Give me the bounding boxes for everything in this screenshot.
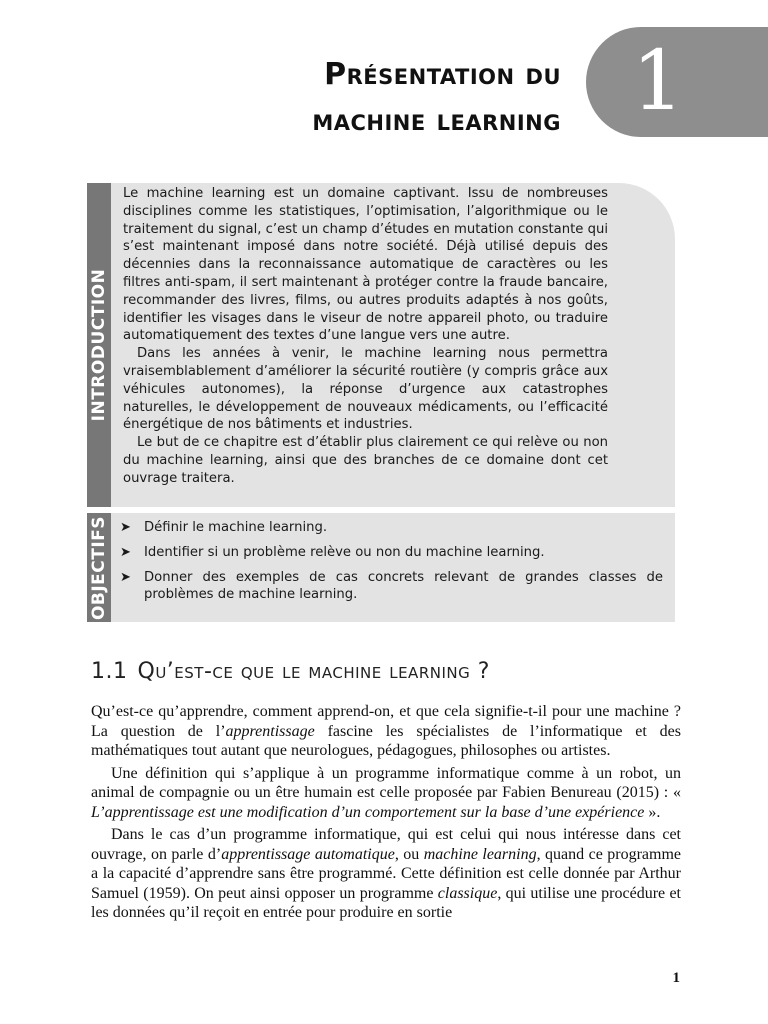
- intro-label: INTRODUCTION: [89, 268, 109, 422]
- text-run: Une définition qui s’applique à un programme informatique comme à un robot, un animal de compagnie ou un être humain est celle proposée par Fabien Benureau (2015) : «: [91, 764, 681, 801]
- text-run: Dans le cas d’un programme informatique, qui est celui qui nous intéresse dans cet ouvrage, on parle d’: [91, 826, 681, 863]
- emphasis: classique: [437, 884, 498, 902]
- emphasis: machine learning: [423, 845, 537, 863]
- objectives-label: OBJECTIFS: [89, 515, 109, 620]
- text-run: ».: [644, 803, 661, 821]
- chapter-title: [312, 52, 561, 144]
- objectives-list: [120, 519, 663, 611]
- arrow-bullet-icon: ➤: [120, 569, 131, 585]
- objective-item: [120, 519, 663, 537]
- section-number: 1.1: [91, 659, 128, 684]
- arrow-bullet-icon: ➤: [120, 544, 131, 560]
- objective-text: Identifier si un problème relève ou non du machine learning.: [144, 544, 545, 560]
- emphasis: apprentissage automatique: [221, 845, 395, 863]
- page-number: 1: [672, 970, 680, 986]
- objective-item: [120, 544, 663, 562]
- body-paragraph: [91, 702, 681, 761]
- chapter-number: 1: [631, 34, 685, 129]
- text-run: , quand ce programme a la capacité d’apprendre sans être programmé. Cette définition est celle donnée par Arthur Samuel (1959). On peut ainsi opposer un programme: [91, 845, 681, 902]
- text-run: , ou: [394, 845, 424, 863]
- body-paragraph: [91, 825, 681, 923]
- intro-paragraph: Le machine learning est un domaine captivant. Issu de nombreuses disciplines comme les statistiques, l’optimisation, l’algorithmique ou le traitement du signal, c’est un champ d’études en mutation constante qui s’est maintenant imposé dans notre société. Déjà utilisé depuis des décennies dans la reconnaissance automatique de caractères ou les filtres anti-spam, il sert maintenant à protéger contre la fraude bancaire, recommander des livres, films, ou autres produits adaptés à nos goûts, identifier les visages dans le viseur de notre appareil photo, ou traduire automatiquement des textes d’une langue vers une autre.: [123, 186, 608, 344]
- emphasis: L’apprentissage est une modification d’un comportement sur la base d’une expérience: [91, 803, 645, 821]
- body-text: [91, 702, 681, 926]
- emphasis: apprentissage: [225, 722, 315, 740]
- body-paragraph: [91, 764, 681, 823]
- section-heading: [91, 659, 490, 684]
- chapter-title-line1: Présentation du: [324, 57, 561, 92]
- objective-text: Définir le machine learning.: [144, 520, 328, 535]
- intro-sidebar: [87, 183, 111, 507]
- text-run: fascine les spécialistes de l’informatique et des mathématiques tout autant que neurologues, pédagogues, philosophes ou artistes.: [91, 722, 682, 759]
- text-run: , qui utilise une procédure et les données qu’il reçoit en entrée pour produire en sortie: [91, 884, 681, 921]
- objectives-sidebar: [87, 513, 111, 622]
- intro-text: [123, 185, 608, 488]
- objective-text: Donner des exemples de cas concrets relevant de grandes classes de problèmes de machine learning.: [144, 569, 663, 603]
- objective-item: [120, 569, 663, 605]
- arrow-bullet-icon: ➤: [120, 520, 131, 535]
- intro-paragraph: Dans les années à venir, le machine learning nous permettra vraisemblablement d’améliorer la sécurité routière (y compris grâce aux véhicules autonomes), la réponse d’urgence aux catastrophes naturelles, le développement de nouveaux médicaments, ou l’efficacité énergétique de nos bâtiments et industries.: [123, 346, 608, 433]
- section-title: Qu’est-ce que le machine learning ?: [137, 659, 490, 684]
- chapter-title-line2: machine learning: [312, 103, 561, 138]
- text-run: Qu’est-ce qu’apprendre, comment apprend-on, et que cela signifie-t-il pour une machine ? La question de l’: [91, 703, 681, 740]
- intro-paragraph: Le but de ce chapitre est d’établir plus clairement ce qui relève ou non du machine learning, ainsi que des branches de ce domaine dont cet ouvrage traitera.: [123, 435, 608, 486]
